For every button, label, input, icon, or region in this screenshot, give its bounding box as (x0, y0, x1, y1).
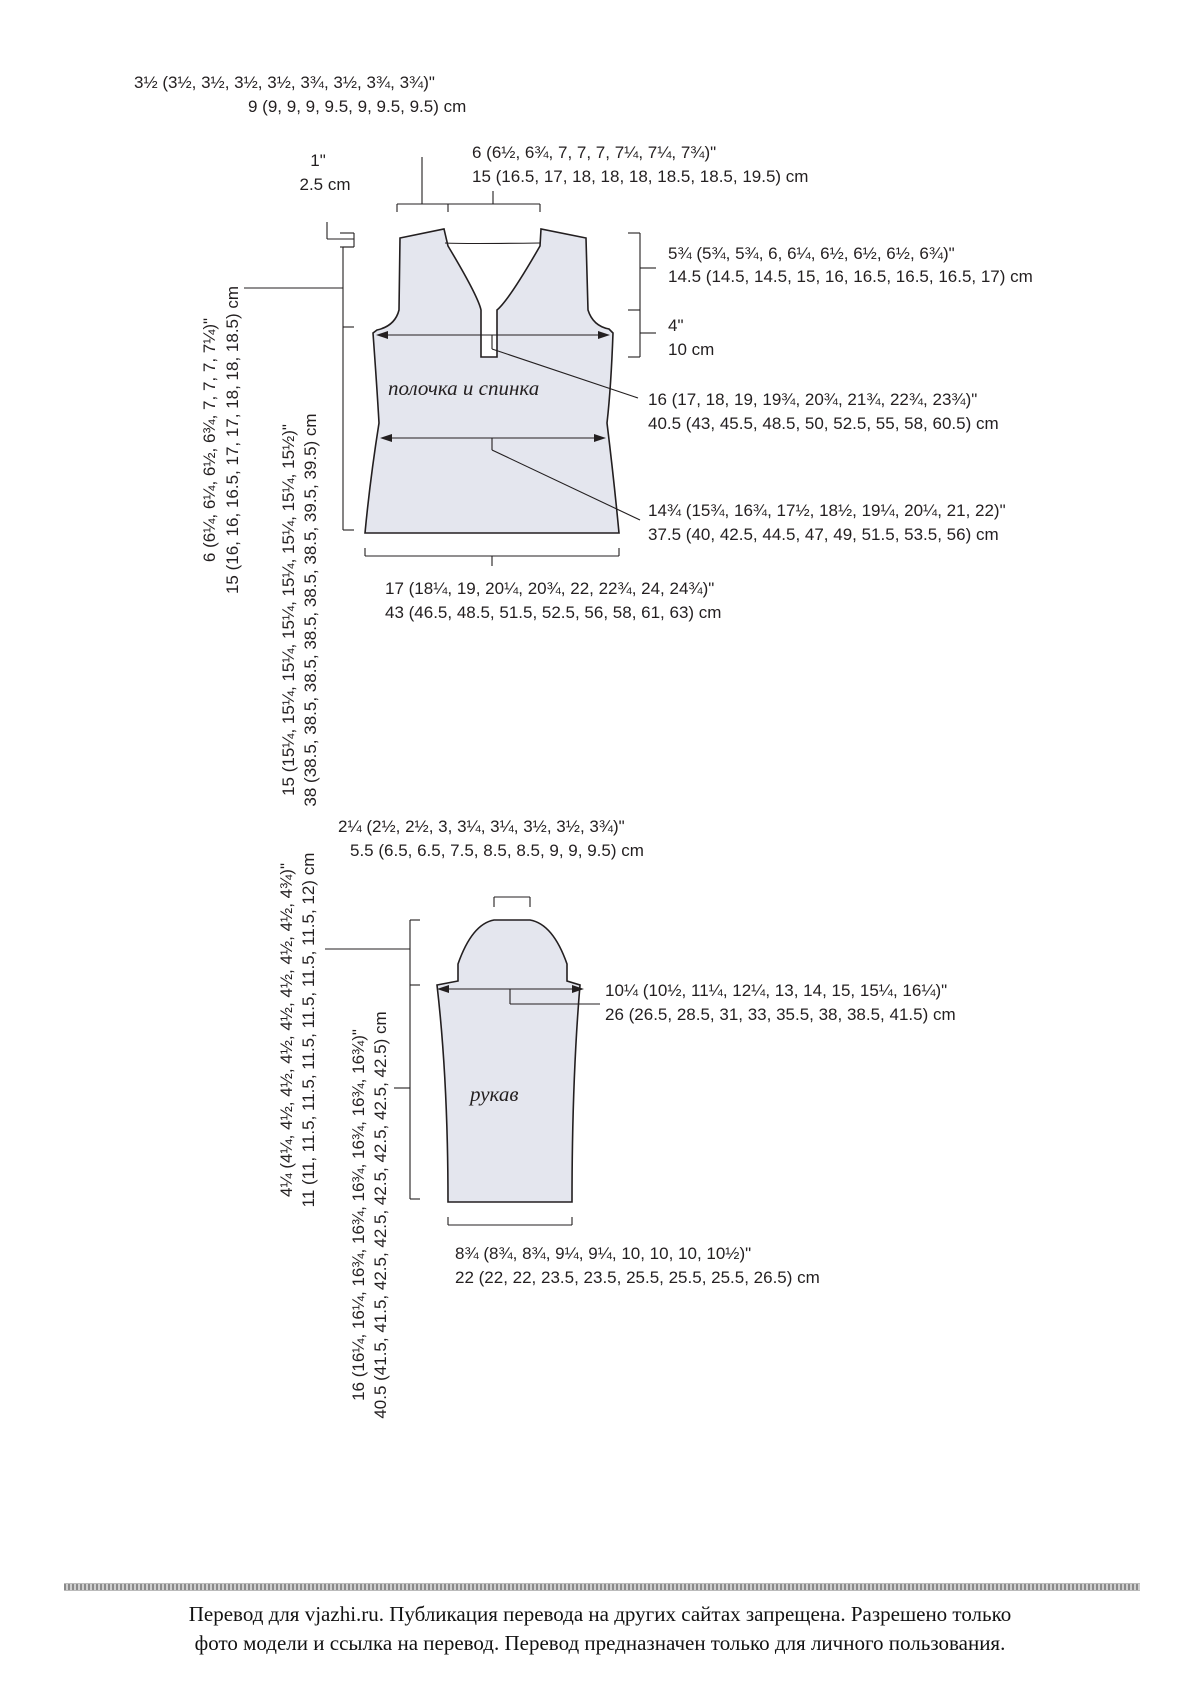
cap-height-cm: 11 (11, 11.5, 11.5, 11.5, 11.5, 11.5, 11.5, 12) cm (299, 852, 318, 1208)
armhole-depth-cm: 15 (16, 16, 16.5, 17, 17, 18, 18, 18.5) cm (223, 285, 242, 595)
neck-width-dimension (448, 191, 540, 212)
neck-inner-edge (445, 243, 540, 244)
shoulder-drop-cm: 2.5 cm (299, 175, 351, 194)
hem-width-cm: 43 (46.5, 48.5, 51.5, 52.5, 56, 58, 61, 63) cm (385, 603, 722, 622)
side-length-cm: 38 (38.5, 38.5, 38.5, 38.5, 38.5, 38.5, 39.5, 39.5) cm (301, 413, 320, 807)
cap-top-width-cm: 5.5 (6.5, 6.5, 7.5, 8.5, 8.5, 9, 9, 9.5) cm (350, 841, 644, 860)
shoulder-width-dimension (397, 157, 448, 212)
shoulder-drop-dimension (327, 222, 354, 247)
neck-depth-dimension (628, 233, 656, 310)
footer-divider (64, 1583, 1140, 1591)
side-length-dimension (343, 327, 354, 530)
neck-width-cm: 15 (16.5, 17, 18, 18, 18, 18.5, 18.5, 19.5) cm (472, 167, 809, 186)
sleeve-length-dimension (394, 985, 420, 1199)
sleeve-shape (437, 920, 580, 1202)
upper-arm-width-cm: 26 (26.5, 28.5, 31, 33, 35.5, 38, 38.5, 41.5) cm (605, 1005, 956, 1024)
upper-arm-width-in: 10¼ (10½, 11¼, 12¼, 13, 14, 15, 15¼, 16¼)" (605, 981, 948, 1000)
footer-notice (60, 1600, 1140, 1658)
placket-depth-dimension (628, 310, 656, 357)
cap-height-dimension (325, 920, 420, 985)
footer-line-1: Перевод для vjazhi.ru. Публикация перевода на других сайтах запрещена. Разрешено только (188, 1602, 1012, 1626)
neck-depth-in: 5¾ (5¾, 5¾, 6, 6¼, 6½, 6½, 6½, 6¾)" (668, 244, 955, 263)
cap-top-width-in: 2¼ (2½, 2½, 3, 3¼, 3¼, 3½, 3½, 3¾)" (338, 817, 625, 836)
cap-top-width-dimension (494, 897, 530, 907)
placket-depth-in: 4" (668, 316, 684, 335)
hem-width-in: 17 (18¼, 19, 20¼, 20¾, 22, 22¾, 24, 24¾)" (385, 579, 715, 598)
body-piece-label: полочка и спинка (388, 376, 540, 400)
armhole-depth-in: 6 (6¼, 6¼, 6½, 6¾, 7, 7, 7, 7¼)" (200, 317, 219, 563)
hem-width-dimension (365, 548, 619, 566)
cuff-width-cm: 22 (22, 22, 23.5, 23.5, 25.5, 25.5, 25.5, 26.5) cm (455, 1268, 820, 1287)
cuff-width-dimension (448, 1217, 572, 1225)
shoulder-drop-in: 1" (310, 151, 326, 170)
placket-depth-cm: 10 cm (668, 340, 715, 359)
chest-width-in: 16 (17, 18, 19, 19¾, 20¾, 21¾, 22¾, 23¾)" (648, 390, 978, 409)
sleeve-length-in: 16 (16¼, 16¼, 16¾, 16¾, 16¾, 16¾, 16¾, 16¾)" (349, 1029, 368, 1401)
shoulder-width-in: 3½ (3½, 3½, 3½, 3½, 3¾, 3½, 3¾, 3¾)" (134, 73, 435, 92)
chest-width-cm: 40.5 (43, 45.5, 48.5, 50, 52.5, 55, 58, 60.5) cm (648, 414, 999, 433)
armhole-depth-dimension (244, 247, 354, 327)
waist-width-in: 14¾ (15¾, 16¾, 17½, 18½, 19¼, 20¼, 21, 22)" (648, 501, 1006, 520)
footer-line-2: фото модели и ссылка на перевод. Перевод предназначен только для личного пользования. (194, 1631, 1006, 1655)
sleeve-piece-label: рукав (470, 1082, 519, 1106)
cap-height-in: 4¼ (4¼, 4½, 4½, 4½, 4½, 4½, 4½, 4½, 4¾)" (277, 863, 296, 1197)
waist-width-cm: 37.5 (40, 42.5, 44.5, 47, 49, 51.5, 53.5, 56) cm (648, 525, 999, 544)
sleeve-length-cm: 40.5 (41.5, 41.5, 42.5, 42.5, 42.5, 42.5, 42.5, 42.5) cm (371, 1011, 390, 1419)
neck-depth-cm: 14.5 (14.5, 14.5, 15, 16, 16.5, 16.5, 16.5, 17) cm (668, 267, 1033, 286)
side-length-in: 15 (15¼, 15¼, 15¼, 15¼, 15¼, 15¼, 15¼, 15½)" (279, 424, 298, 796)
neck-width-in: 6 (6½, 6¾, 7, 7, 7, 7¼, 7¼, 7¾)" (472, 143, 717, 162)
shoulder-width-cm: 9 (9, 9, 9, 9.5, 9, 9.5, 9.5) cm (248, 97, 467, 116)
cuff-width-in: 8¾ (8¾, 8¾, 9¼, 9¼, 10, 10, 10, 10½)" (455, 1244, 752, 1263)
